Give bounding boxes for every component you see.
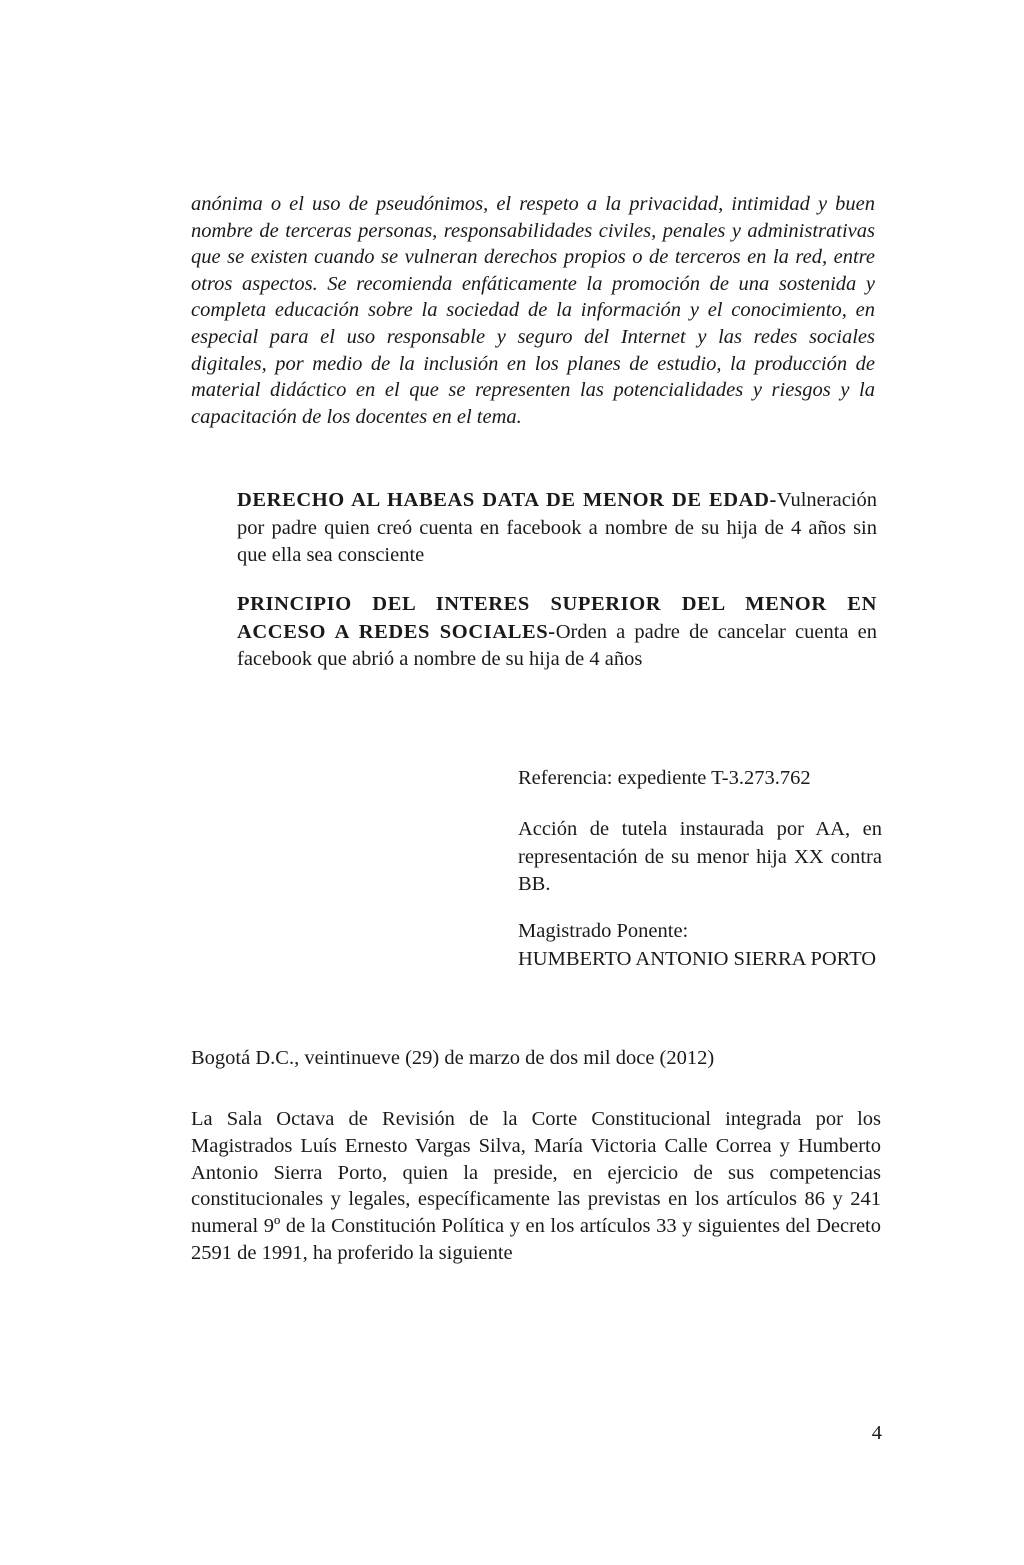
date-line: Bogotá D.C., veintinueve (29) de marzo de dos mil doce (2012) [191, 1047, 715, 1069]
intro-paragraph: anónima o el uso de pseudónimos, el respeto a la privacidad, intimidad y buen nombre de terceras personas, responsabilidades civiles, penales y administrativas que se existen cuando se vulneran derechos propios o de terceros en la red, entre otros aspectos. Se recomienda enfáticamente la promoción de una sostenida y completa educación sobre la sociedad de la información y el conocimiento, en especial para el uso responsable y seguro del Internet y las redes sociales digitales, por medio de la inclusión en los planes de estudio, la producción de material didáctico en el que se representen las potencialidades y riesgos y la capacitación de los docentes en el tema. [191, 193, 875, 428]
body-paragraph: La Sala Octava de Revisión de la Corte Constitucional integrada por los Magistrados Luís Ernesto Vargas Silva, María Victoria Calle Correa y Humberto Antonio Sierra Porto, quien la preside, en ejercicio de sus competencias constitucionales y legales, específicamente las previstas en los artículos 86 y 241 numeral 9º de la Constitución Política y en los artículos 33 y siguientes del Decreto 2591 de 1991, ha proferido la siguiente [191, 1108, 881, 1264]
summary-heading: DERECHO AL HABEAS DATA DE MENOR DE EDAD- [237, 489, 777, 511]
reference-magistrado [518, 918, 882, 973]
summary-text: Vulneración por padre quien creó cuenta en facebook a nombre de su hija de 4 años sin que ella sea consciente [237, 489, 877, 566]
summary-interes-superior [237, 591, 877, 674]
magistrado-name: HUMBERTO ANTONIO SIERRA PORTO [518, 947, 877, 970]
summary-text: Orden a padre de cancelar cuenta en facebook que abrió a nombre de su hija de 4 años [237, 620, 878, 670]
summary-heading: PRINCIPIO DEL INTERES SUPERIOR DEL MENOR EN ACCESO A REDES SOCIALES- [237, 593, 877, 643]
magistrado-label: Magistrado Ponente: [518, 920, 689, 942]
page-number: 4 [871, 1422, 882, 1444]
reference-expediente: Referencia: expediente T-3.273.762 [518, 767, 811, 789]
summary-habeas-data [237, 487, 877, 570]
reference-accion: Acción de tutela instaurada por AA, en representación de su menor hija XX contra BB. [518, 818, 882, 895]
